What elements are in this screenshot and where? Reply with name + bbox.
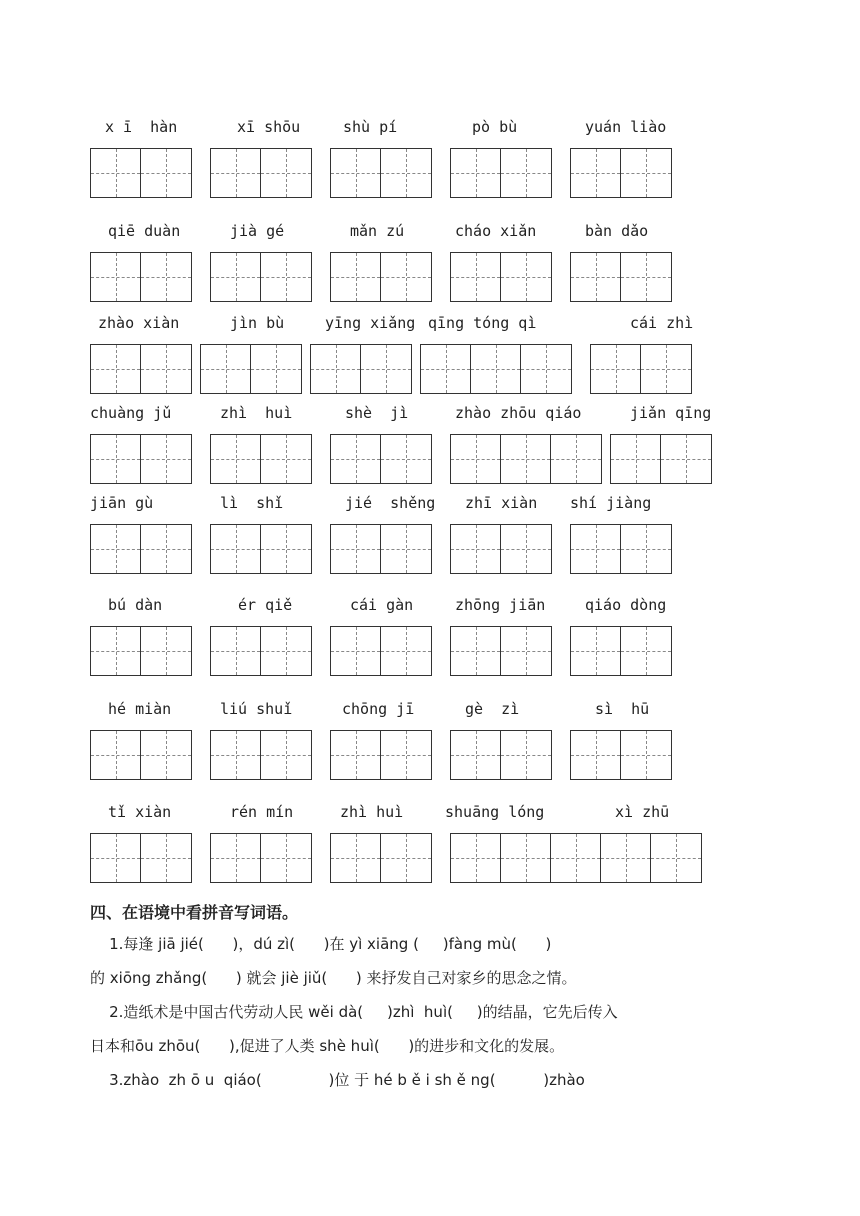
pinyin-label: sì hū	[595, 700, 650, 718]
pinyin-label: shù pí	[343, 118, 398, 136]
pinyin-label: xī shōu	[237, 118, 301, 136]
character-cell[interactable]	[141, 834, 191, 882]
character-cell[interactable]	[571, 149, 621, 197]
tianzige-grid[interactable]	[570, 148, 672, 198]
pinyin-label: jié shěng	[345, 494, 436, 512]
character-cell[interactable]	[141, 253, 191, 301]
character-cell[interactable]	[141, 627, 191, 675]
tianzige-grid[interactable]	[570, 730, 672, 780]
pinyin-label: qiáo dòng	[585, 596, 667, 614]
character-cell[interactable]	[361, 345, 411, 393]
character-cell[interactable]	[331, 253, 381, 301]
context-line-5: 3.zhào zh ō u qiáo( )位 于 hé b ě i sh ě ng( )zhào	[90, 1071, 585, 1089]
character-cell[interactable]	[381, 435, 431, 483]
character-cell[interactable]	[201, 345, 251, 393]
character-cell[interactable]	[641, 345, 691, 393]
pinyin-label: jìn bù	[230, 314, 285, 332]
context-line-3: 2.造纸术是中国古代劳动人民 wěi dà( )zhì huì( )的结晶，它先后传入	[90, 1003, 618, 1021]
character-cell[interactable]	[501, 149, 551, 197]
character-cell[interactable]	[211, 731, 261, 779]
tianzige-grid[interactable]	[200, 344, 302, 394]
character-cell[interactable]	[621, 253, 671, 301]
character-cell[interactable]	[451, 834, 501, 882]
character-cell[interactable]	[331, 525, 381, 573]
character-cell[interactable]	[571, 627, 621, 675]
character-cell[interactable]	[261, 627, 311, 675]
character-cell[interactable]	[521, 345, 571, 393]
character-cell[interactable]	[211, 253, 261, 301]
character-cell[interactable]	[91, 627, 141, 675]
pinyin-label: zhào zhōu qiáo	[455, 404, 582, 422]
pinyin-label: ér qiě	[238, 596, 293, 614]
character-cell[interactable]	[551, 834, 601, 882]
pinyin-label: hé miàn	[108, 700, 172, 718]
character-cell[interactable]	[501, 834, 551, 882]
character-cell[interactable]	[91, 731, 141, 779]
tianzige-grid[interactable]	[210, 730, 312, 780]
context-line-4: 日本和ōu zhōu( ),促进了人类 shè huì( )的进步和文化的发展。	[90, 1037, 565, 1055]
character-cell[interactable]	[381, 525, 431, 573]
pinyin-label: xì zhū	[615, 803, 670, 821]
character-cell[interactable]	[381, 253, 431, 301]
character-cell[interactable]	[91, 525, 141, 573]
character-cell[interactable]	[471, 345, 521, 393]
tianzige-grid[interactable]	[90, 148, 192, 198]
character-cell[interactable]	[211, 435, 261, 483]
character-cell[interactable]	[601, 834, 651, 882]
character-cell[interactable]	[381, 149, 431, 197]
tianzige-grid[interactable]	[420, 344, 572, 394]
character-cell[interactable]	[141, 345, 191, 393]
tianzige-grid[interactable]	[590, 344, 692, 394]
tianzige-grid[interactable]	[450, 252, 552, 302]
character-cell[interactable]	[501, 627, 551, 675]
tianzige-grid[interactable]	[210, 434, 312, 484]
pinyin-label: pò bù	[472, 118, 518, 136]
pinyin-label: jiǎn qīng	[630, 404, 712, 422]
pinyin-label: cái zhì	[630, 314, 694, 332]
tianzige-grid[interactable]	[90, 833, 192, 883]
tianzige-grid[interactable]	[450, 730, 552, 780]
tianzige-grid[interactable]	[330, 434, 432, 484]
character-cell[interactable]	[261, 731, 311, 779]
tianzige-grid[interactable]	[90, 626, 192, 676]
character-cell[interactable]	[501, 731, 551, 779]
character-cell[interactable]	[141, 525, 191, 573]
character-cell[interactable]	[621, 525, 671, 573]
character-cell[interactable]	[571, 731, 621, 779]
tianzige-grid[interactable]	[210, 524, 312, 574]
pinyin-label: bú dàn	[108, 596, 163, 614]
character-cell[interactable]	[451, 731, 501, 779]
tianzige-grid[interactable]	[330, 626, 432, 676]
character-cell[interactable]	[451, 253, 501, 301]
tianzige-grid[interactable]	[210, 252, 312, 302]
pinyin-label: chōng jī	[342, 700, 415, 718]
tianzige-grid[interactable]	[450, 524, 552, 574]
pinyin-label: shí jiàng	[570, 494, 652, 512]
pinyin-label: zhào xiàn	[98, 314, 180, 332]
character-cell[interactable]	[141, 149, 191, 197]
tianzige-grid[interactable]	[90, 434, 192, 484]
character-cell[interactable]	[261, 834, 311, 882]
character-cell[interactable]	[591, 345, 641, 393]
pinyin-label: jià gé	[230, 222, 285, 240]
pinyin-label: bàn dǎo	[585, 222, 649, 240]
character-cell[interactable]	[251, 345, 301, 393]
character-cell[interactable]	[91, 435, 141, 483]
tianzige-grid[interactable]	[450, 626, 552, 676]
character-cell[interactable]	[621, 149, 671, 197]
pinyin-label: shuāng lóng	[445, 803, 545, 821]
tianzige-grid[interactable]	[570, 524, 672, 574]
tianzige-grid[interactable]	[90, 252, 192, 302]
tianzige-grid[interactable]	[330, 252, 432, 302]
character-cell[interactable]	[501, 435, 551, 483]
tianzige-grid[interactable]	[450, 434, 602, 484]
tianzige-grid[interactable]	[210, 148, 312, 198]
character-cell[interactable]	[501, 253, 551, 301]
character-cell[interactable]	[261, 149, 311, 197]
character-cell[interactable]	[381, 834, 431, 882]
tianzige-grid[interactable]	[310, 344, 412, 394]
character-cell[interactable]	[311, 345, 361, 393]
character-cell[interactable]	[261, 253, 311, 301]
pinyin-label: cái gàn	[350, 596, 414, 614]
pinyin-label: gè zì	[465, 700, 520, 718]
tianzige-grid[interactable]	[570, 252, 672, 302]
tianzige-grid[interactable]	[330, 148, 432, 198]
character-cell[interactable]	[611, 435, 661, 483]
character-cell[interactable]	[91, 345, 141, 393]
character-cell[interactable]	[451, 627, 501, 675]
tianzige-grid[interactable]	[210, 833, 312, 883]
pinyin-label: lì shǐ	[220, 494, 284, 512]
tianzige-grid[interactable]	[330, 524, 432, 574]
pinyin-label: shè jì	[345, 404, 409, 422]
character-cell[interactable]	[571, 525, 621, 573]
character-cell[interactable]	[451, 525, 501, 573]
section-heading: 四、在语境中看拼音写词语。	[90, 903, 299, 922]
character-cell[interactable]	[451, 149, 501, 197]
tianzige-grid[interactable]	[570, 626, 672, 676]
character-cell[interactable]	[451, 435, 501, 483]
pinyin-label: qiē duàn	[108, 222, 181, 240]
character-cell[interactable]	[381, 731, 431, 779]
character-cell[interactable]	[501, 525, 551, 573]
character-cell[interactable]	[91, 253, 141, 301]
character-cell[interactable]	[141, 435, 191, 483]
tianzige-grid[interactable]	[330, 833, 432, 883]
pinyin-label: chuàng jǔ	[90, 404, 172, 422]
pinyin-label: zhì huì	[340, 803, 404, 821]
character-cell[interactable]	[141, 731, 191, 779]
pinyin-label: jiān gù	[90, 494, 154, 512]
character-cell[interactable]	[261, 435, 311, 483]
context-line-2: 的 xiōng zhǎng( ) 就会 jiè jiǔ( ) 来抒发自己对家乡的思念之情。	[90, 969, 577, 987]
tianzige-grid[interactable]	[90, 524, 192, 574]
tianzige-grid[interactable]	[600, 833, 702, 883]
character-cell[interactable]	[331, 149, 381, 197]
tianzige-grid[interactable]	[90, 730, 192, 780]
character-cell[interactable]	[211, 834, 261, 882]
context-line-1: 1.每逢 jiā jié( )，dú zì( )在 yì xiāng ( )fàng mù( )	[90, 935, 552, 953]
pinyin-label: zhōng jiān	[455, 596, 546, 614]
tianzige-grid[interactable]	[610, 434, 712, 484]
pinyin-label: x ī hàn	[105, 118, 178, 136]
character-cell[interactable]	[551, 435, 601, 483]
pinyin-label: liú shuǐ	[220, 700, 293, 718]
character-cell[interactable]	[331, 834, 381, 882]
character-cell[interactable]	[651, 834, 701, 882]
pinyin-label: tǐ xiàn	[108, 803, 172, 821]
character-cell[interactable]	[91, 834, 141, 882]
tianzige-grid[interactable]	[330, 730, 432, 780]
character-cell[interactable]	[621, 627, 671, 675]
pinyin-label: zhī xiàn	[465, 494, 538, 512]
character-cell[interactable]	[211, 525, 261, 573]
pinyin-label: yuán liào	[585, 118, 667, 136]
character-cell[interactable]	[571, 253, 621, 301]
character-cell[interactable]	[91, 149, 141, 197]
character-cell[interactable]	[381, 627, 431, 675]
character-cell[interactable]	[661, 435, 711, 483]
character-cell[interactable]	[331, 731, 381, 779]
pinyin-label: mǎn zú	[350, 222, 405, 240]
pinyin-label: cháo xiǎn	[455, 222, 537, 240]
tianzige-grid[interactable]	[210, 626, 312, 676]
tianzige-grid[interactable]	[90, 344, 192, 394]
character-cell[interactable]	[211, 627, 261, 675]
character-cell[interactable]	[211, 149, 261, 197]
character-cell[interactable]	[621, 731, 671, 779]
pinyin-label: rén mín	[230, 803, 294, 821]
character-cell[interactable]	[261, 525, 311, 573]
pinyin-label: yīng xiǎng	[325, 314, 416, 332]
tianzige-grid[interactable]	[450, 148, 552, 198]
character-cell[interactable]	[331, 627, 381, 675]
pinyin-label: zhì huì	[220, 404, 293, 422]
character-cell[interactable]	[421, 345, 471, 393]
character-cell[interactable]	[331, 435, 381, 483]
pinyin-label: qīng tóng qì	[428, 314, 537, 332]
